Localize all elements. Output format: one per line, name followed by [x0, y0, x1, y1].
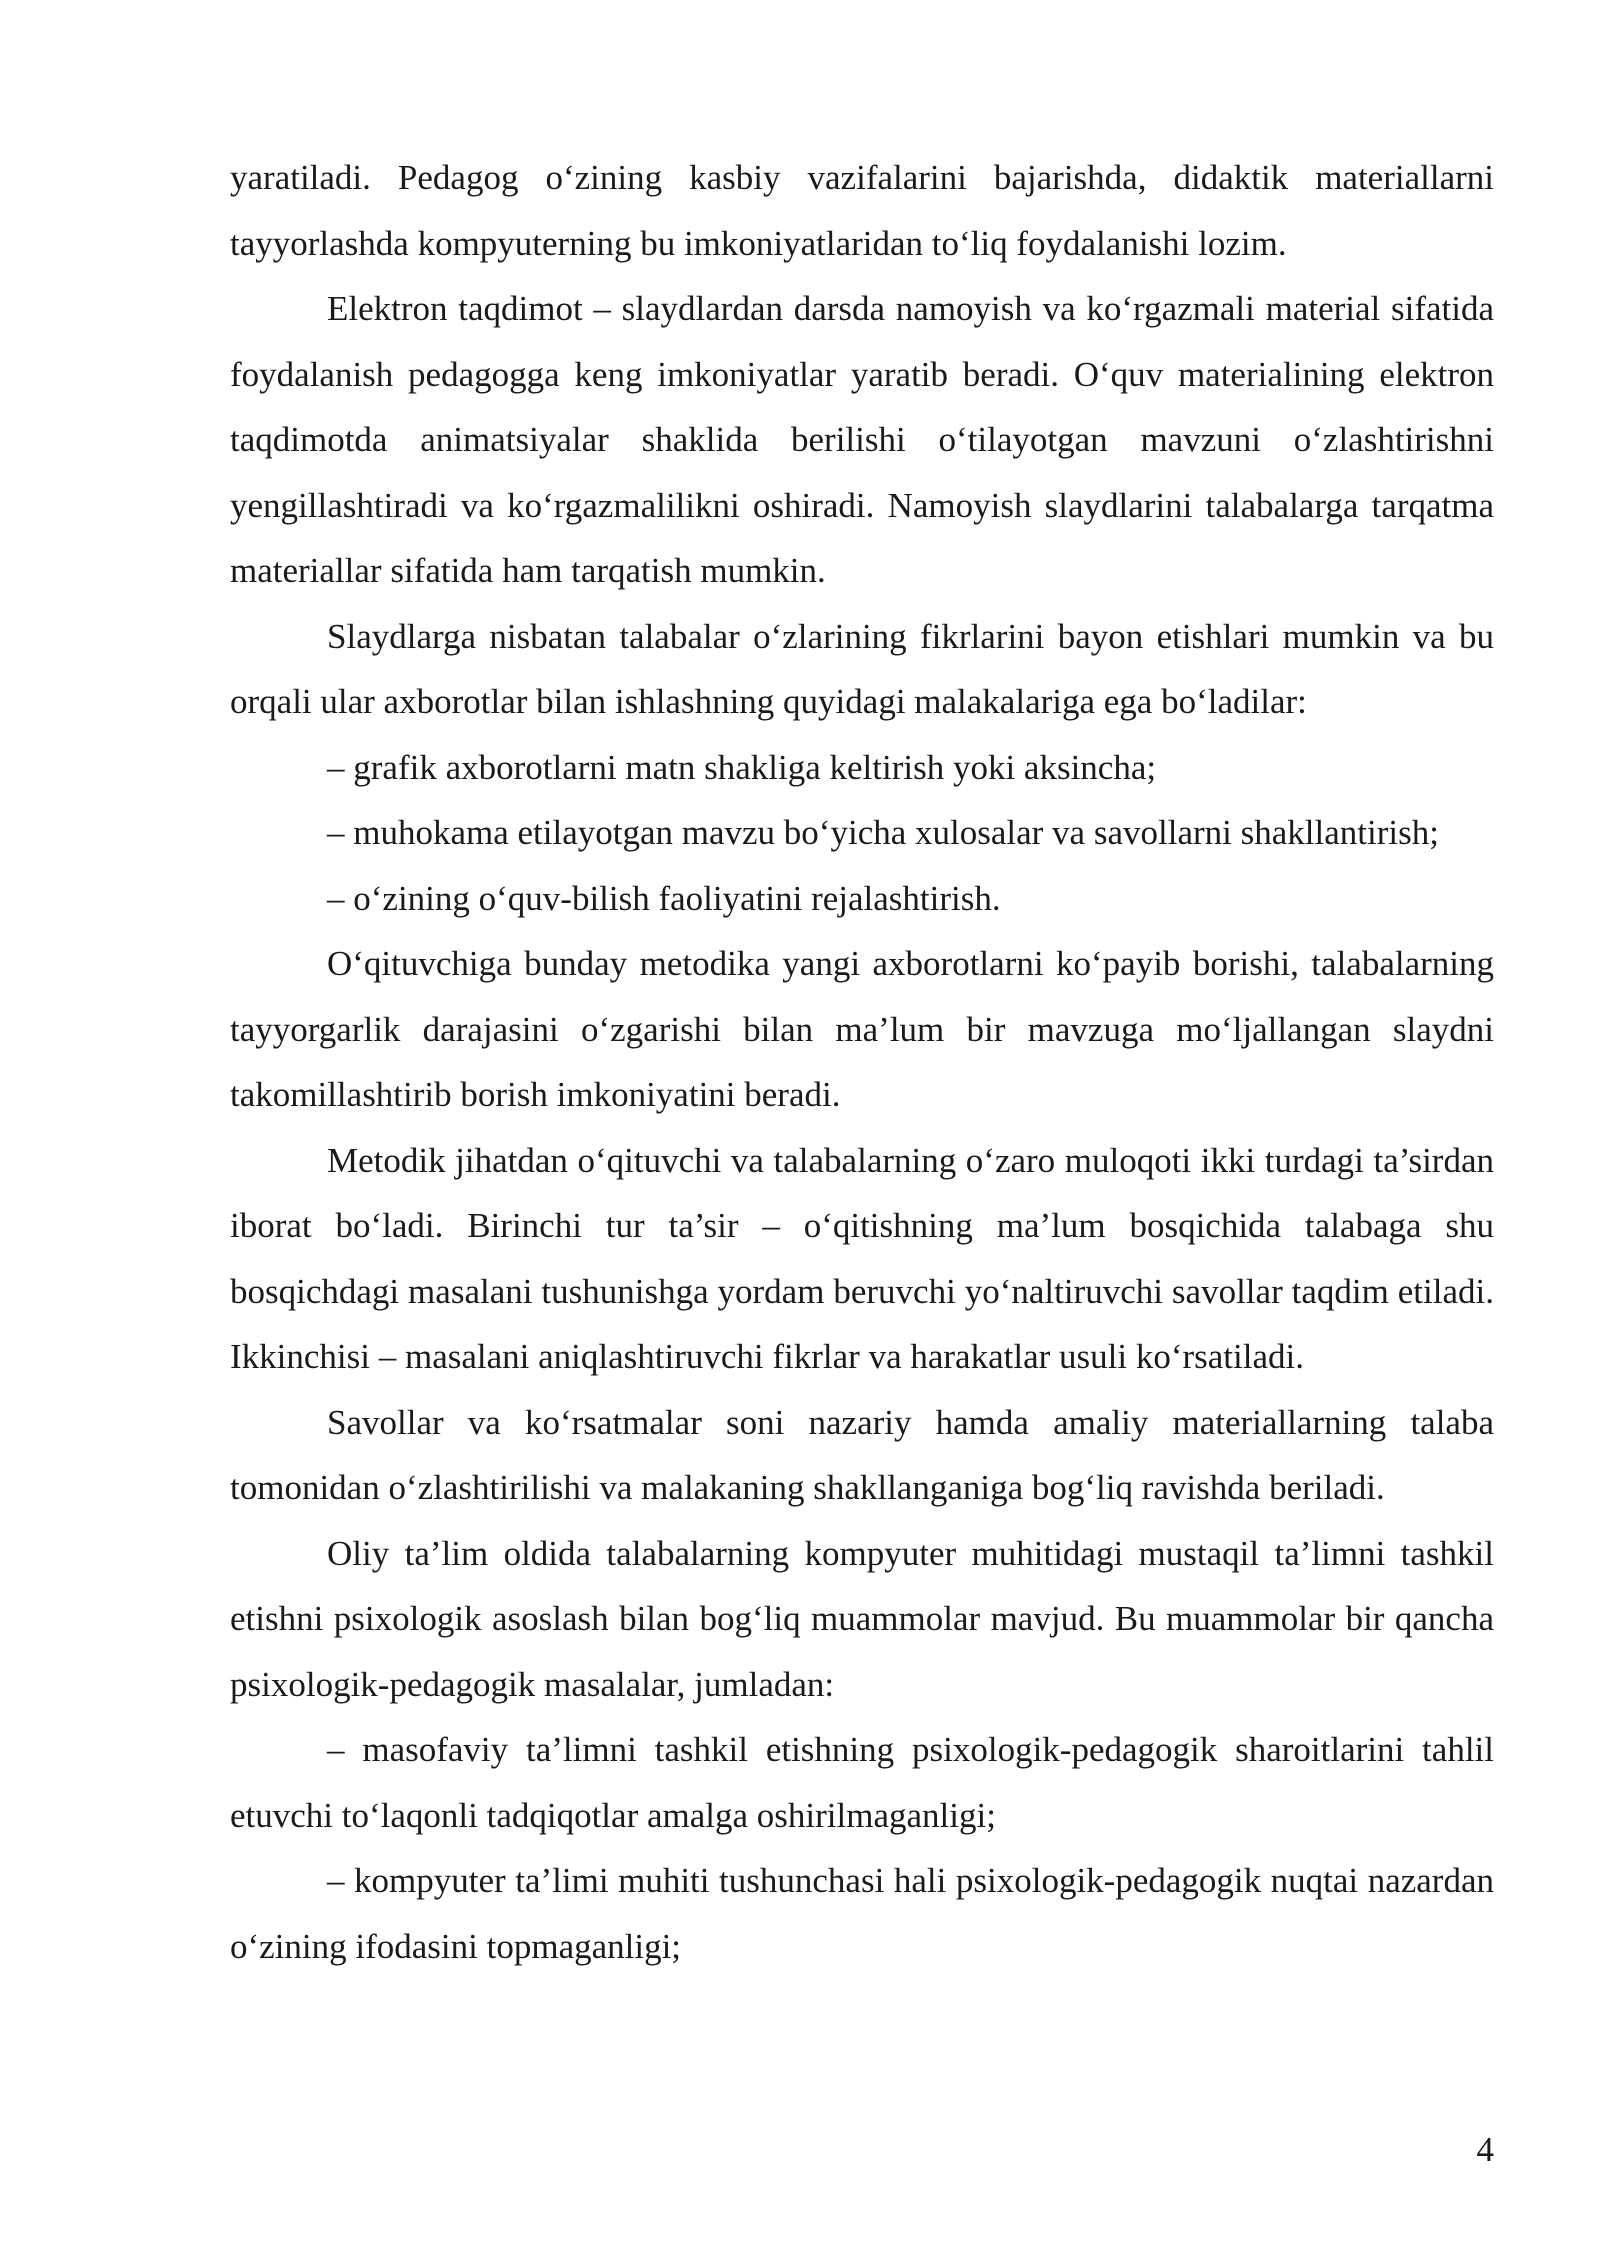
- list-item-graphic-info: – grafik axborotlarni matn shakliga keltirish yoki aksincha;: [327, 747, 1157, 787]
- list-item-planning: – o‘zining o‘quv-bilish faoliyatini rejalashtirish.: [327, 878, 1001, 918]
- list-item-discussion: – muhokama etilayotgan mavzu bo‘yicha xulosalar va savollarni shakllantirish;: [327, 813, 1439, 852]
- list-item-computer-environment: – kompyuter ta’limi muhiti tushunchasi hali psixologik-pedagogik nuqtai nazardan o‘zining ifodasini topmaganligi;: [230, 1861, 1494, 1966]
- paragraph-electronic-presentation: Elektron taqdimot – slaydlardan darsda namoyish va ko‘rgazmali material sifatida foydalanish pedagogga keng imkoniyatlar yaratib beradi. O‘quv materialining elektron taqdimotda animatsiyalar shaklida berilishi o‘tilayotgan mavzuni o‘zlashtirishni yengillashtiradi va ko‘rgazmalilikni oshiradi. Namoyish slaydlarini talabalarga tarqatma materiallar sifatida ham tarqatish mumkin.: [230, 289, 1494, 590]
- paragraph-questions-guidance: Savollar va ko‘rsatmalar soni nazariy hamda amaliy materiallarning talaba tomonidan o‘zlashtirilishi va malakaning shakllanganiga bog‘liq ravishda beriladi.: [230, 1402, 1494, 1507]
- list-item-distance-learning: – masofaviy ta’limni tashkil etishning psixologik-pedagogik sharoitlarini tahlil etuvchi to‘laqonli tadqiqotlar amalga oshirilmaganligi;: [230, 1730, 1494, 1835]
- page-number: 4: [1476, 2130, 1494, 2169]
- paragraph-methodical-interaction: Metodik jihatdan o‘qituvchi va talabalarning o‘zaro muloqoti ikki turdagi ta’sirdan iborat bo‘ladi. Birinchi tur ta’sir – o‘qitishning ma’lum bosqichida talabaga shu bosqichdagi masalani tushunishga yordam beruvchi yo‘naltiruvchi savollar taqdim etiladi. Ikkinchisi – masalani aniqlashtiruvchi fikrlar va harakatlar usuli ko‘rsatiladi.: [230, 1140, 1494, 1376]
- document-page: [230, 145, 1494, 1979]
- paragraph-teacher-methodology: O‘qituvchiga bunday metodika yangi axborotlarni ko‘payib borishi, talabalarning tayyorgarlik darajasini o‘zgarishi bilan ma’lum bir mavzuga mo‘ljallangan slaydni takomillashtirib borish imkoniyatini beradi.: [230, 944, 1494, 1114]
- paragraph-higher-education: Oliy ta’lim oldida talabalarning kompyuter muhitidagi mustaqil ta’limni tashkil etishni psixologik asoslash bilan bog‘liq muammolar mavjud. Bu muammolar bir qancha psixologik-pedagogik masalalar, jumladan:: [230, 1533, 1494, 1704]
- paragraph-slides-skills: Slaydlarga nisbatan talabalar o‘zlarining fikrlarini bayon etishlari mumkin va bu orqali ular axborotlar bilan ishlashning quyidagi malakalariga ega bo‘ladilar:: [230, 616, 1494, 721]
- paragraph-continuation: yaratiladi. Pedagog o‘zining kasbiy vazifalarini bajarishda, didaktik materiallarni tayyorlashda kompyuterning bu imkoniyatlaridan to‘liq foydalanishi lozim.: [230, 158, 1494, 263]
